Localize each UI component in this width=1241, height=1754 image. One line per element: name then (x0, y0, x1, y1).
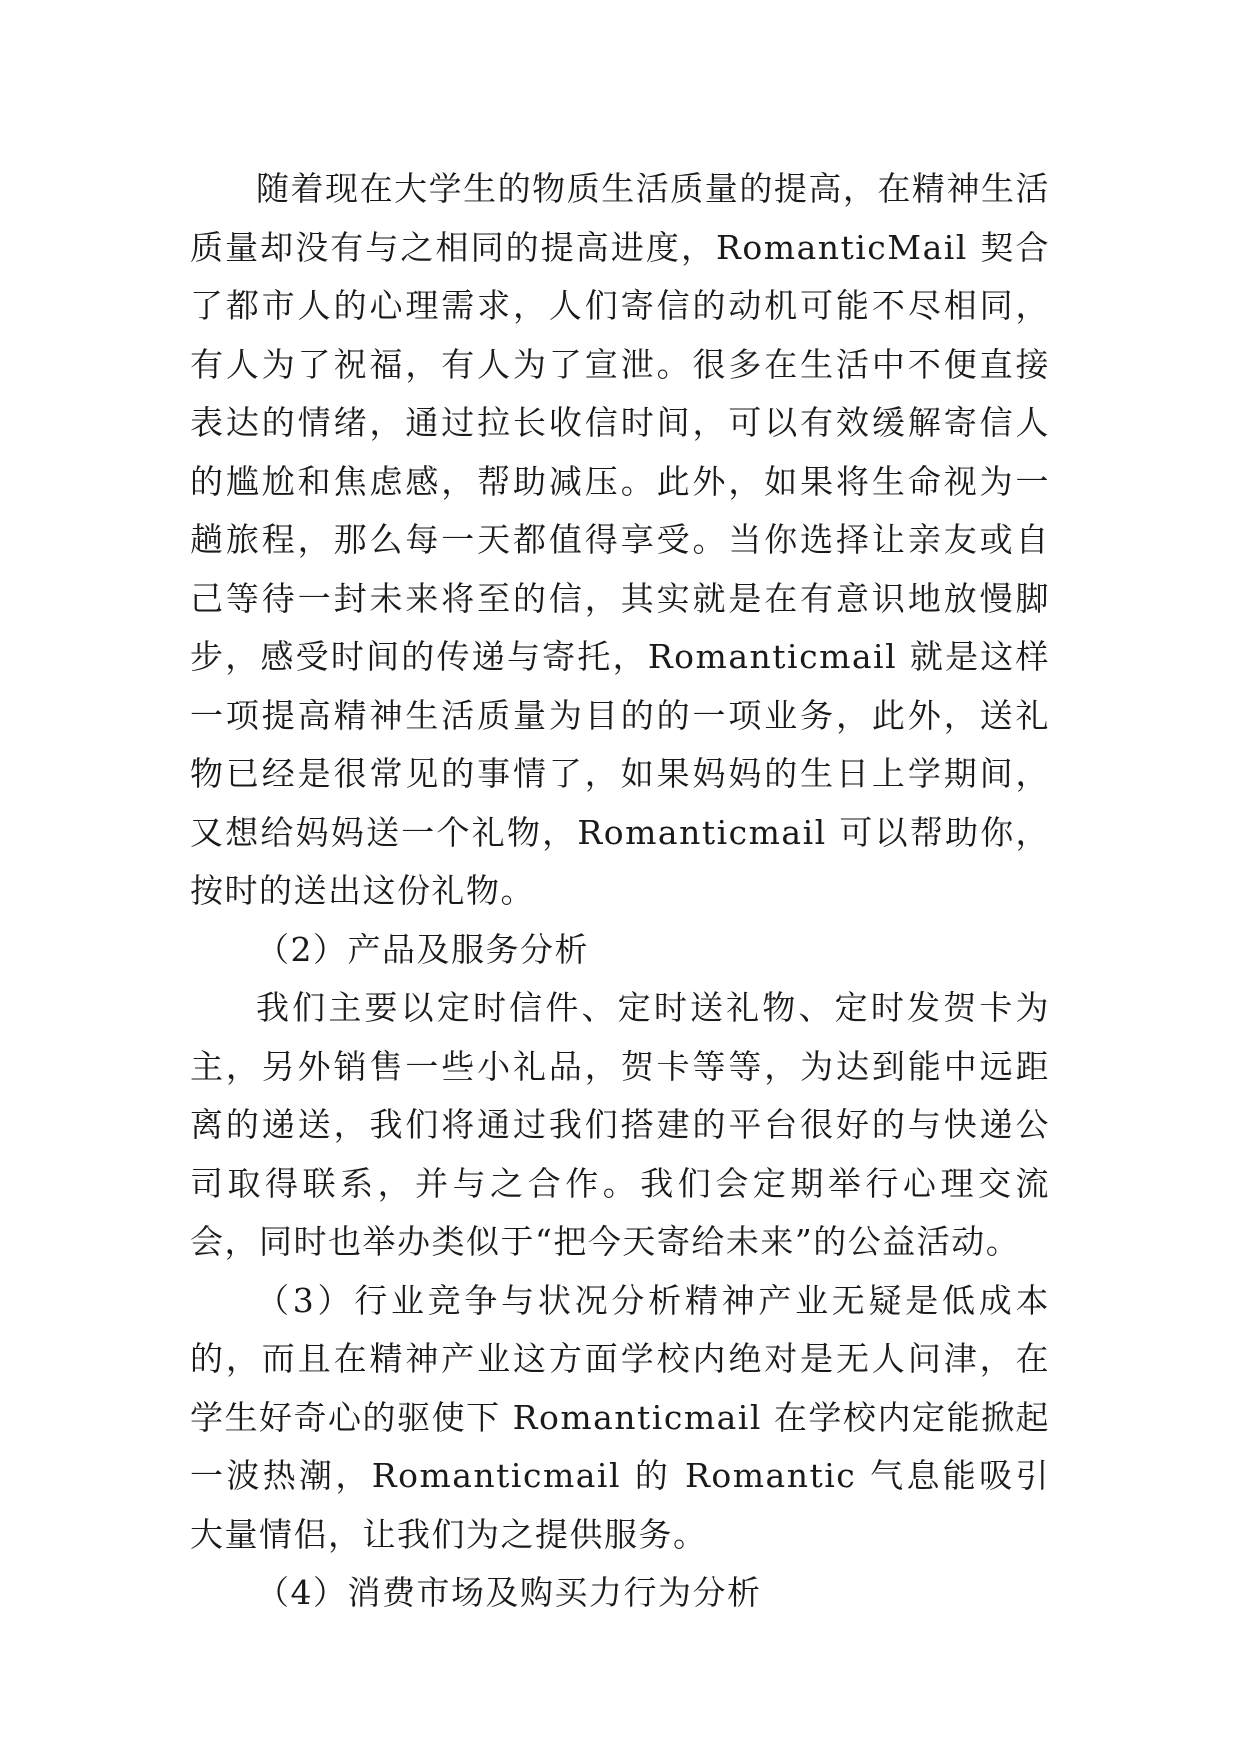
paragraph-industry-competition: （3）行业竞争与状况分析精神产业无疑是低成本的，而且在精神产业这方面学校内绝对是无人问津，在学生好奇心的驱使下 Romanticmail 在学校内定能掀起一波热潮，Romanticmail 的 Romantic 气息能吸引大量情侣，让我们为之提供服务。 (190, 1280, 1050, 1554)
paragraph-background: 随着现在大学生的物质生活质量的提高，在精神生活质量却没有与之相同的提高进度，RomanticMail 契合了都市人的心理需求，人们寄信的动机可能不尽相同，有人为了祝福，有人为了宣泄。很多在生活中不便直接表达的情绪，通过拉长收信时间，可以有效缓解寄信人的尴尬和焦虑感，帮助减压。此外，如果将生命视为一趟旅程，那么每一天都值得享受。当你选择让亲友或自己等待一封未来将至的信，其实就是在有意识地放慢脚步，感受时间的传递与寄托，Romanticmail 就是这样一项提高精神生活质量为目的的一项业务，此外，送礼物已经是很常见的事情了，如果妈妈的生日上学期间，又想给妈妈送一个礼物，Romanticmail 可以帮助你，按时的送出这份礼物。 (190, 169, 1050, 910)
section-heading-product-service: （2）产品及服务分析 (256, 929, 589, 969)
paragraph-product-service: 我们主要以定时信件、定时送礼物、定时发贺卡为主，另外销售一些小礼品，贺卡等等，为达到能中远距离的递送，我们将通过我们搭建的平台很好的与快递公司取得联系，并与之合作。我们会定期举行心理交流会，同时也举办类似于“把今天寄给未来”的公益活动。 (190, 988, 1050, 1261)
document-body (190, 160, 1050, 1623)
section-heading-consumer-market: （4）消费市场及购买力行为分析 (256, 1573, 762, 1612)
